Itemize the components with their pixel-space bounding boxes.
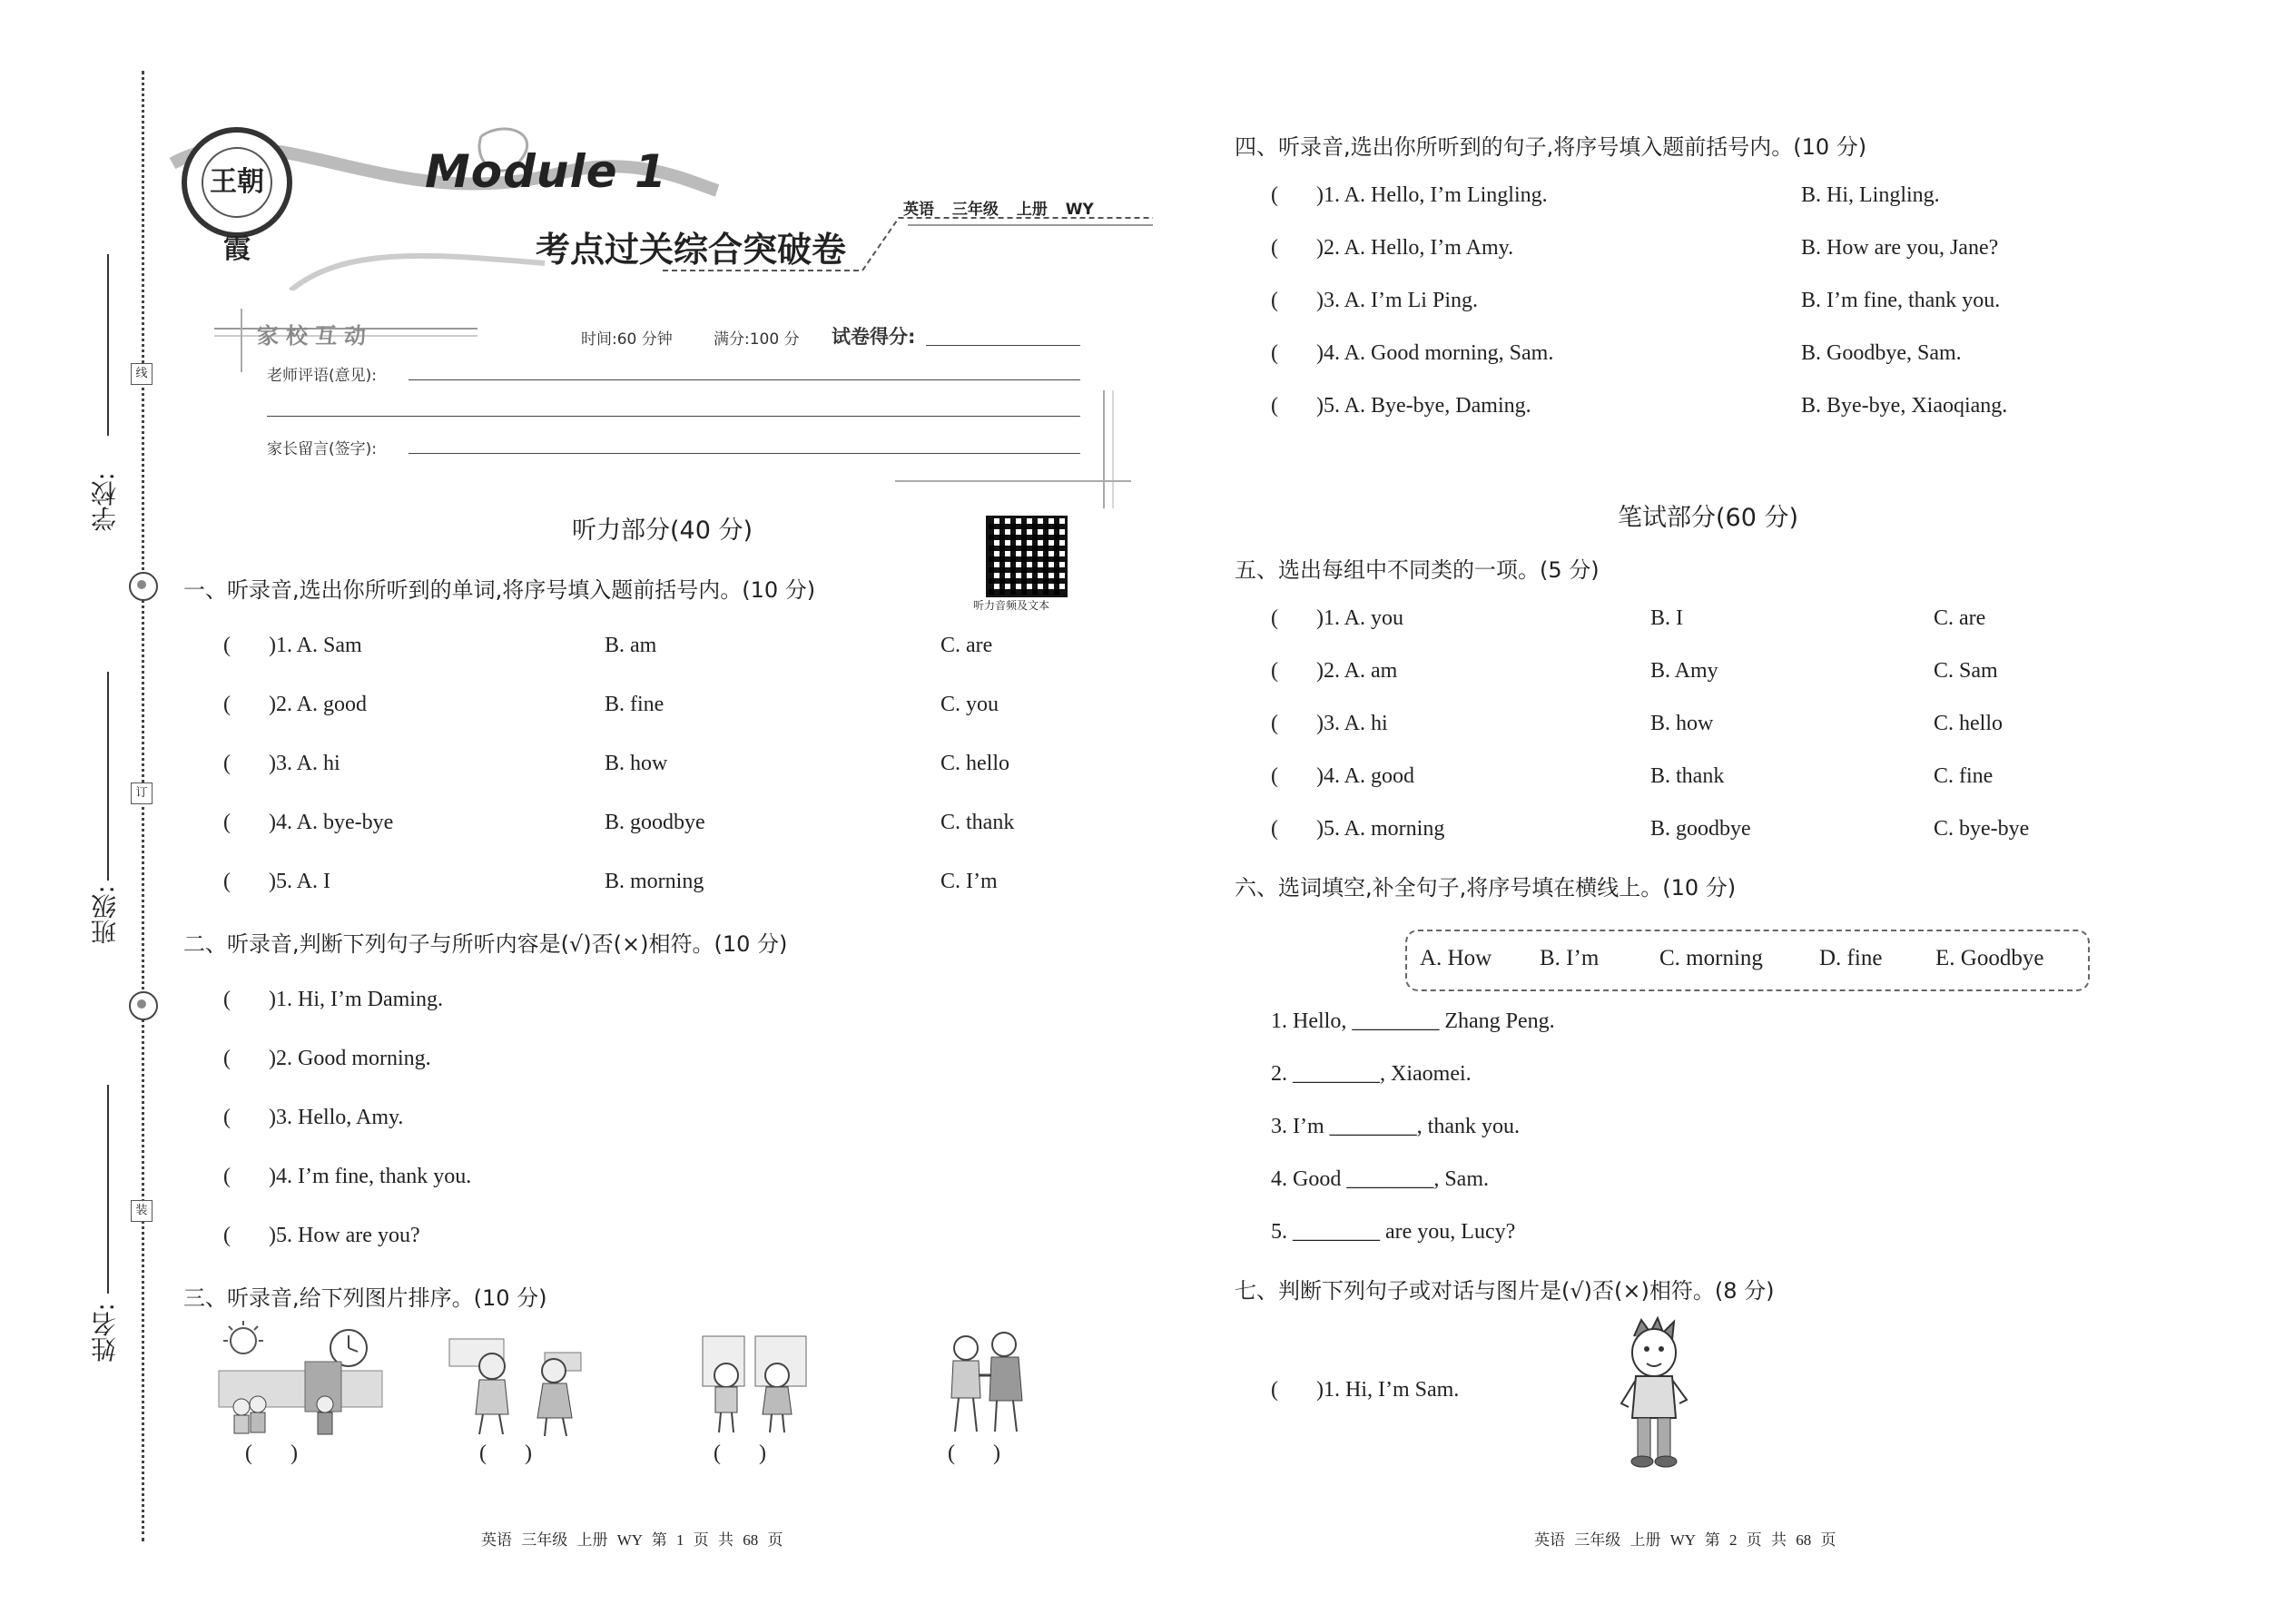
s5-q3[interactable]: ( )3. A. hi [1271,712,1388,735]
picture-boy-sam [1605,1316,1705,1471]
s3-bracket-1[interactable]: ( ) [245,1442,298,1465]
s6-q1[interactable]: 1. Hello, ________ Zhang Peng. [1271,1009,1555,1033]
s4-q1-b: B. Hi, Lingling. [1801,183,1940,207]
section-1-title: 一、听录音,选出你所听到的单词,将序号填入题前括号内。(10 分) [183,577,816,603]
s1-q2-c: C. you [940,693,999,716]
s5-q5-c: C. bye-bye [1934,817,2030,841]
school-blank-line [107,254,109,436]
section-2-title: 二、听录音,判断下列句子与所听内容是(√)否(×)相符。(10 分) [183,931,788,957]
binding-hole-icon [129,572,158,601]
s5-q1-c: C. are [1934,606,1986,630]
binding-dotted-line [142,71,144,1541]
section-4-title: 四、听录音,选出你所听到的句子,将序号填入题前括号内。(10 分) [1235,134,1867,160]
s1-q1[interactable]: ( )1. A. Sam [223,634,362,657]
s1-q3-c: C. hello [940,752,1009,775]
s6-q3[interactable]: 3. I’m ________, thank you. [1271,1115,1520,1138]
s1-q1-c: C. are [940,634,993,657]
school-label: 学校: [90,472,120,532]
word-option-a: A. How [1420,946,1492,970]
paper-subtitle: 考点过关综合突破卷 [536,229,847,270]
s4-q4-b: B. Goodbye, Sam. [1801,341,1962,365]
s4-q2-b: B. How are you, Jane? [1801,236,1999,260]
word-bank-box [1405,930,2090,991]
teacher-comment-label: 老师评语(意见): [267,367,377,385]
s5-q5[interactable]: ( )5. A. morning [1271,817,1445,841]
s1-q5-c: C. I’m [940,870,998,893]
class-label: 班级: [90,885,120,945]
picture-4-handshake-scene [940,1330,1031,1439]
full-score: 满分:100 分 [714,330,800,349]
s5-q2-b: B. Amy [1650,659,1718,683]
s5-q5-b: B. goodbye [1650,817,1751,841]
s1-q4-c: C. thank [940,811,1015,834]
picture-1-morning-scene [214,1321,387,1439]
section-6-title: 六、选词填空,补全句子,将序号填在横线上。(10 分) [1235,875,1737,901]
s1-q2[interactable]: ( )2. A. good [223,693,367,716]
binding-mark-order: 订 [131,782,153,804]
exam-time: 时间:60 分钟 [581,330,673,349]
name-blank-line [107,1085,109,1294]
s4-q5-b: B. Bye-bye, Xiaoqiang. [1801,394,2008,418]
section-7-title: 七、判断下列句子或对话与图片是(√)否(×)相符。(8 分) [1235,1278,1775,1304]
s2-q1[interactable]: ( )1. Hi, I’m Daming. [223,988,443,1011]
score-blank[interactable] [926,345,1080,346]
word-option-d: D. fine [1819,946,1883,970]
s5-q4-b: B. thank [1650,764,1725,788]
s1-q5[interactable]: ( )5. A. I [223,870,330,893]
s5-q4-c: C. fine [1934,764,1994,788]
class-blank-line [107,672,109,881]
word-option-b: B. I’m [1540,946,1600,970]
s5-q1-b: B. I [1650,606,1683,630]
s4-q3[interactable]: ( )3. A. I’m Li Ping. [1271,289,1478,312]
s3-bracket-2[interactable]: ( ) [479,1442,532,1465]
s1-q2-b: B. fine [605,693,665,716]
section-3-title: 三、听录音,给下列图片排序。(10 分) [183,1285,547,1311]
s1-q3[interactable]: ( )3. A. hi [223,752,340,775]
binding-hole-icon [129,991,158,1020]
qr-code[interactable] [986,516,1068,597]
binding-mark-bind: 装 [131,1200,153,1222]
picture-2-greeting-scene [445,1334,599,1439]
s6-q4[interactable]: 4. Good ________, Sam. [1271,1167,1489,1191]
s5-q2-c: C. Sam [1934,659,1998,683]
s6-q2[interactable]: 2. ________, Xiaomei. [1271,1062,1472,1086]
parent-comment-label: 家长留言(签字): [267,440,377,458]
s4-q5[interactable]: ( )5. A. Bye-bye, Daming. [1271,394,1531,418]
writing-part-title: 笔试部分(60 分) [1618,504,1799,532]
s5-q3-c: C. hello [1934,712,2003,735]
qr-caption: 听力音频及文本 [973,599,1050,612]
listening-part-title: 听力部分(40 分) [572,517,753,545]
s2-q2[interactable]: ( )2. Good morning. [223,1047,431,1070]
grade-badge: 英语 三年级 上册 WY [903,201,1094,219]
score-label: 试卷得分: [832,326,916,348]
word-option-e: E. Goodbye [1935,946,2044,970]
parent-comment-line[interactable] [409,453,1080,454]
s1-q3-b: B. how [605,752,668,775]
s5-q3-b: B. how [1650,712,1714,735]
name-label: 姓名: [90,1303,120,1363]
section-5-title: 五、选出每组中不同类的一项。(5 分) [1235,557,1600,583]
logo-text: 王朝霞 [202,147,272,218]
s1-q4[interactable]: ( )4. A. bye-bye [223,811,394,834]
publisher-logo [182,127,292,265]
s1-q4-b: B. goodbye [605,811,705,834]
s6-q5[interactable]: 5. ________ are you, Lucy? [1271,1220,1516,1244]
home-school-title: 家校互动 [257,323,373,349]
s3-bracket-4[interactable]: ( ) [948,1442,1000,1465]
s2-q4[interactable]: ( )4. I’m fine, thank you. [223,1165,472,1188]
s2-q5[interactable]: ( )5. How are you? [223,1224,420,1247]
page-1-footer: 英语 三年级 上册 WY 第 1 页 共 68 页 [481,1531,783,1549]
s4-q1[interactable]: ( )1. A. Hello, I’m Lingling. [1271,183,1548,207]
s2-q3[interactable]: ( )3. Hello, Amy. [223,1106,404,1129]
teacher-comment-line-2[interactable] [267,416,1080,417]
binding-mark-line: 线 [131,363,153,385]
s7-q1[interactable]: ( )1. Hi, I’m Sam. [1271,1378,1460,1402]
s5-q2[interactable]: ( )2. A. am [1271,659,1398,683]
module-title: Module 1 [425,145,667,198]
s1-q1-b: B. am [605,634,657,657]
picture-3-classroom-scene [701,1334,810,1439]
s1-q5-b: B. morning [605,870,704,893]
s4-q2[interactable]: ( )2. A. Hello, I’m Amy. [1271,236,1514,260]
page-2-footer: 英语 三年级 上册 WY 第 2 页 共 68 页 [1534,1531,1836,1549]
word-option-c: C. morning [1659,946,1763,970]
s4-q4[interactable]: ( )4. A. Good morning, Sam. [1271,341,1554,365]
s3-bracket-3[interactable]: ( ) [714,1442,766,1465]
s5-q4[interactable]: ( )4. A. good [1271,764,1414,788]
s4-q3-b: B. I’m fine, thank you. [1801,289,2001,312]
s5-q1[interactable]: ( )1. A. you [1271,606,1403,630]
teacher-comment-line[interactable] [409,379,1080,380]
